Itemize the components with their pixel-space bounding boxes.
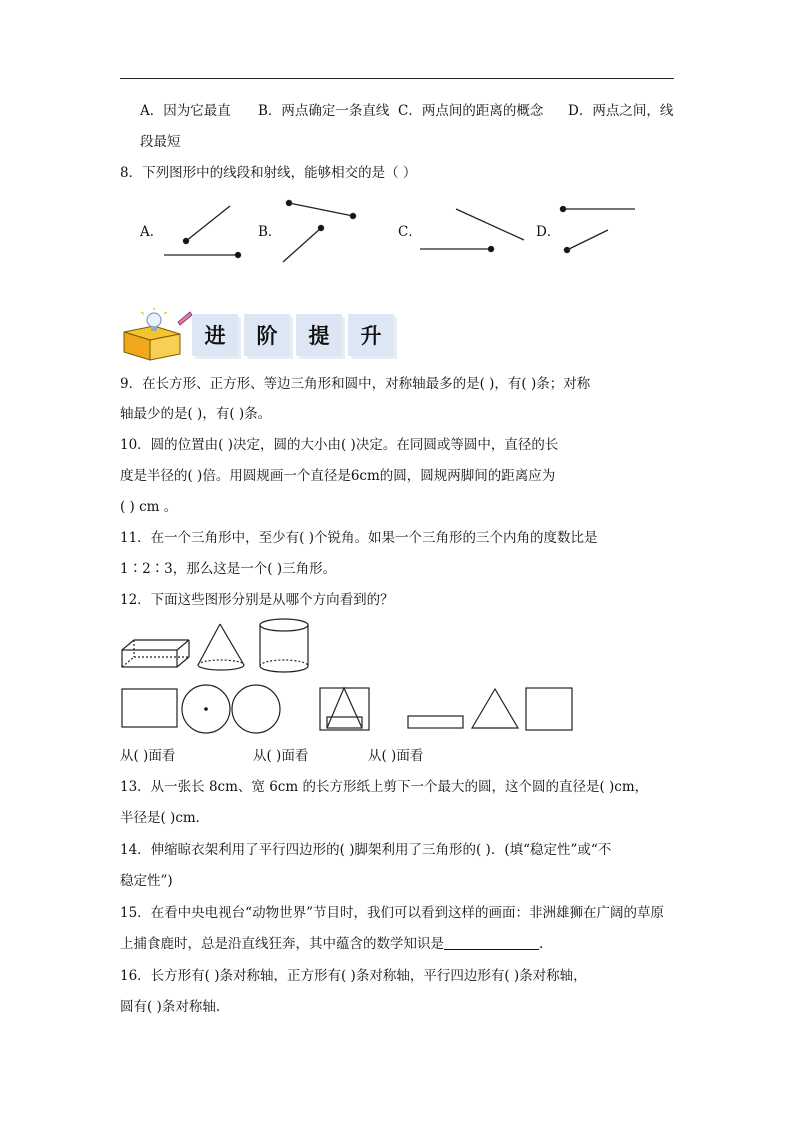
q8-label-d: D． [536,224,561,240]
view-triangle [472,689,518,728]
q10-line-2: 度是半径的( )倍。用圆规画一个直径是6cm的圆，圆规两脚间的距离应为 [120,468,556,484]
q10-line-1: 10．圆的位置由( )决定，圆的大小由( )决定。在同圆或等圆中，直径的长 [120,437,559,453]
view-rectangle [122,689,177,727]
q7-option-c: C．两点间的距离的概念 [398,103,544,119]
cone-shape [198,624,244,670]
q9-line-2: 轴最少的是( )，有( )条。 [120,406,272,422]
q15-answer-blank[interactable] [444,935,539,950]
q9-line-1: 9．在长方形、正方形、等边三角形和圆中，对称轴最多的是( )，有( )条；对称 [120,376,591,392]
q15-text-after-blank: . [539,936,544,952]
q12-caption-3: 从( )面看 [368,748,424,764]
q13-line-1: 13．从一张长 8cm、宽 6cm 的长方形纸上剪下一个最大的圆，这个圆的直径是( )cm， [120,779,649,795]
banner-char-1: 进 [192,314,238,356]
q12-caption-1: 从( )面看 [120,748,176,764]
cylinder-shape [260,619,308,672]
cuboid-shape [122,640,189,667]
q11-line-2: 1∶2∶3，那么这是一个( )三角形。 [120,561,337,577]
q16-line-1: 16．长方形有( )条对称轴，正方形有( )条对称轴，平行四边形有( )条对称轴， [120,968,587,984]
q11-line-1: 11．在一个三角形中，至少有( )个锐角。如果一个三角形的三个内角的度数比是 [120,530,598,546]
view-square [526,688,572,730]
banner-char-3: 提 [296,314,342,356]
view-circle [232,685,280,733]
q13-line-2: 半径是( )cm． [120,810,210,826]
view-flat-rectangle [408,716,463,728]
q10-line-3: ( ) cm 。 [120,499,178,515]
q8-label-b: B． [258,224,282,240]
banner-char-2: 阶 [244,314,290,356]
q7-option-d-continued: 段最短 [140,134,181,150]
q8-label-c: C． [398,224,422,240]
view-combined [320,688,369,730]
q16-line-2: 圆有( )条对称轴. [120,999,221,1015]
q8-text: 8．下列图形中的线段和射线，能够相交的是（ ） [120,165,417,181]
q7-option-d: D．两点之间，线 [568,103,674,119]
q15-line-1: 15．在看中央电视台“动物世界”节目时，我们可以看到这样的画面：非洲雄狮在广阔的草原 [120,905,664,921]
q12-text: 12．下面这些图形分别是从哪个方向看到的？ [120,592,394,608]
q12-caption-2: 从( )面看 [253,748,309,764]
circle-center-dot [204,707,208,711]
q7-option-a: A．因为它最直 [140,103,231,119]
q7-option-b: B．两点确定一条直线 [258,103,390,119]
q15-line-2 [120,934,543,954]
q15-text-before-blank: 上捕食鹿时，总是沿直线狂奔，其中蕴含的数学知识是 [120,936,444,952]
q8-label-a: A． [140,224,164,240]
q14-line-2: 稳定性”) [120,873,173,889]
banner-char-4: 升 [348,314,394,356]
q14-line-1: 14．伸缩晾衣架利用了平行四边形的( )脚架利用了三角形的( )．(填“稳定性”或“不 [120,842,612,858]
